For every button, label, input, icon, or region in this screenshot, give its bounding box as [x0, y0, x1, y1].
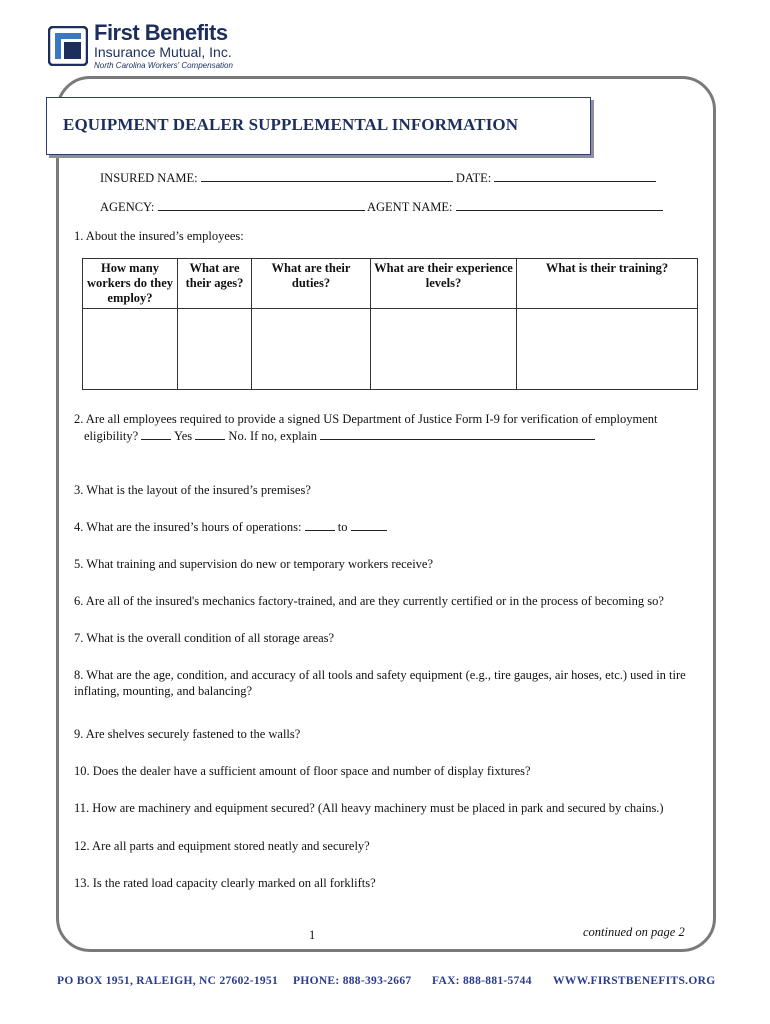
hours-to-label: to — [337, 520, 348, 534]
question-13: 13. Is the rated load capacity clearly marked on all forklifts? — [74, 876, 376, 890]
table-header-cell: How many workers do they employ? — [83, 259, 178, 309]
employees-table — [82, 258, 698, 390]
date-label: DATE: — [455, 171, 492, 185]
no-field[interactable] — [195, 428, 225, 440]
page-title: EQUIPMENT DEALER SUPPLEMENTAL INFORMATION — [63, 115, 519, 134]
page-number: 1 — [309, 928, 316, 942]
table-cell-ages[interactable] — [178, 309, 252, 390]
question-8-line-2: inflating, mounting, and balancing? — [74, 683, 253, 698]
footer-fax: FAX: 888-881-5744 — [432, 975, 532, 987]
table-cell-workers[interactable] — [83, 309, 178, 390]
question-5: 5. What training and supervision do new or temporary workers receive? — [74, 557, 434, 571]
yes-field[interactable] — [141, 428, 171, 440]
hours-from-field[interactable] — [305, 519, 335, 531]
agency-label: AGENCY: — [100, 200, 155, 214]
question-6: 6. Are all of the insured's mechanics factory-trained, and are they currently certified or in the process of becoming so? — [74, 594, 664, 608]
footer-phone: PHONE: 888-393-2667 — [293, 975, 412, 987]
agent-name-field[interactable] — [456, 199, 663, 211]
table-header-cell: What are their ages? — [178, 259, 252, 309]
table-header-cell: What are their experience levels? — [371, 259, 517, 309]
question-4 — [74, 519, 387, 536]
footer-address: PO BOX 1951, RALEIGH, NC 27602-1951 — [57, 975, 279, 987]
company-logo — [48, 22, 248, 72]
question-1: 1. About the insured’s employees: — [74, 229, 244, 243]
logo-name: First Benefits — [94, 20, 228, 45]
insured-name-label: INSURED NAME: — [100, 171, 198, 185]
question-2 — [74, 412, 658, 444]
question-10: 10. Does the dealer have a sufficient amount of floor space and number of display fixtures? — [74, 764, 531, 778]
title-box — [46, 97, 591, 155]
table-row — [83, 309, 698, 390]
agency-row — [100, 199, 663, 215]
question-4-text: 4. What are the insured’s hours of operations: — [74, 520, 302, 534]
question-11: 11. How are machinery and equipment secured? (All heavy machinery must be placed in park and secured by chains.) — [74, 801, 664, 815]
logo-subtitle: Insurance Mutual, Inc. — [94, 44, 232, 60]
eligibility-label: eligibility? — [84, 428, 139, 443]
footer — [0, 975, 770, 993]
table-cell-training[interactable] — [517, 309, 698, 390]
table-header-cell: What is their training? — [517, 259, 698, 309]
agency-field[interactable] — [158, 199, 365, 211]
question-3: 3. What is the layout of the insured’s premises? — [74, 483, 311, 497]
date-field[interactable] — [494, 170, 656, 182]
table-header-cell: What are their duties? — [252, 259, 371, 309]
insured-name-field[interactable] — [201, 170, 453, 182]
question-2-answer-row — [74, 428, 658, 445]
question-12: 12. Are all parts and equipment stored neatly and securely? — [74, 839, 370, 853]
question-9: 9. Are shelves securely fastened to the walls? — [74, 727, 301, 741]
logo-mark-icon — [48, 26, 88, 66]
table-header-row — [83, 259, 698, 309]
table-cell-experience[interactable] — [371, 309, 517, 390]
question-8-line-1: 8. What are the age, condition, and accuracy of all tools and safety equipment (e.g., tire gauges, air hoses, etc.) used in tire — [74, 668, 686, 682]
table-cell-duties[interactable] — [252, 309, 371, 390]
logo-tagline: North Carolina Workers' Compensation — [94, 61, 233, 70]
footer-website[interactable]: WWW.FIRSTBENEFITS.ORG — [553, 975, 716, 987]
question-7: 7. What is the overall condition of all storage areas? — [74, 631, 335, 645]
yes-label: Yes — [173, 428, 193, 443]
insured-name-row — [100, 170, 656, 186]
agent-name-label: AGENT NAME: — [366, 200, 453, 214]
hours-to-field[interactable] — [351, 519, 387, 531]
continued-note: continued on page 2 — [583, 925, 685, 939]
no-label: No. If no, explain — [228, 428, 317, 443]
question-8 — [74, 668, 686, 699]
question-2-text: 2. Are all employees required to provide a signed US Department of Justice Form I-9 for verification of employment — [74, 412, 658, 426]
explain-field[interactable] — [320, 428, 595, 440]
